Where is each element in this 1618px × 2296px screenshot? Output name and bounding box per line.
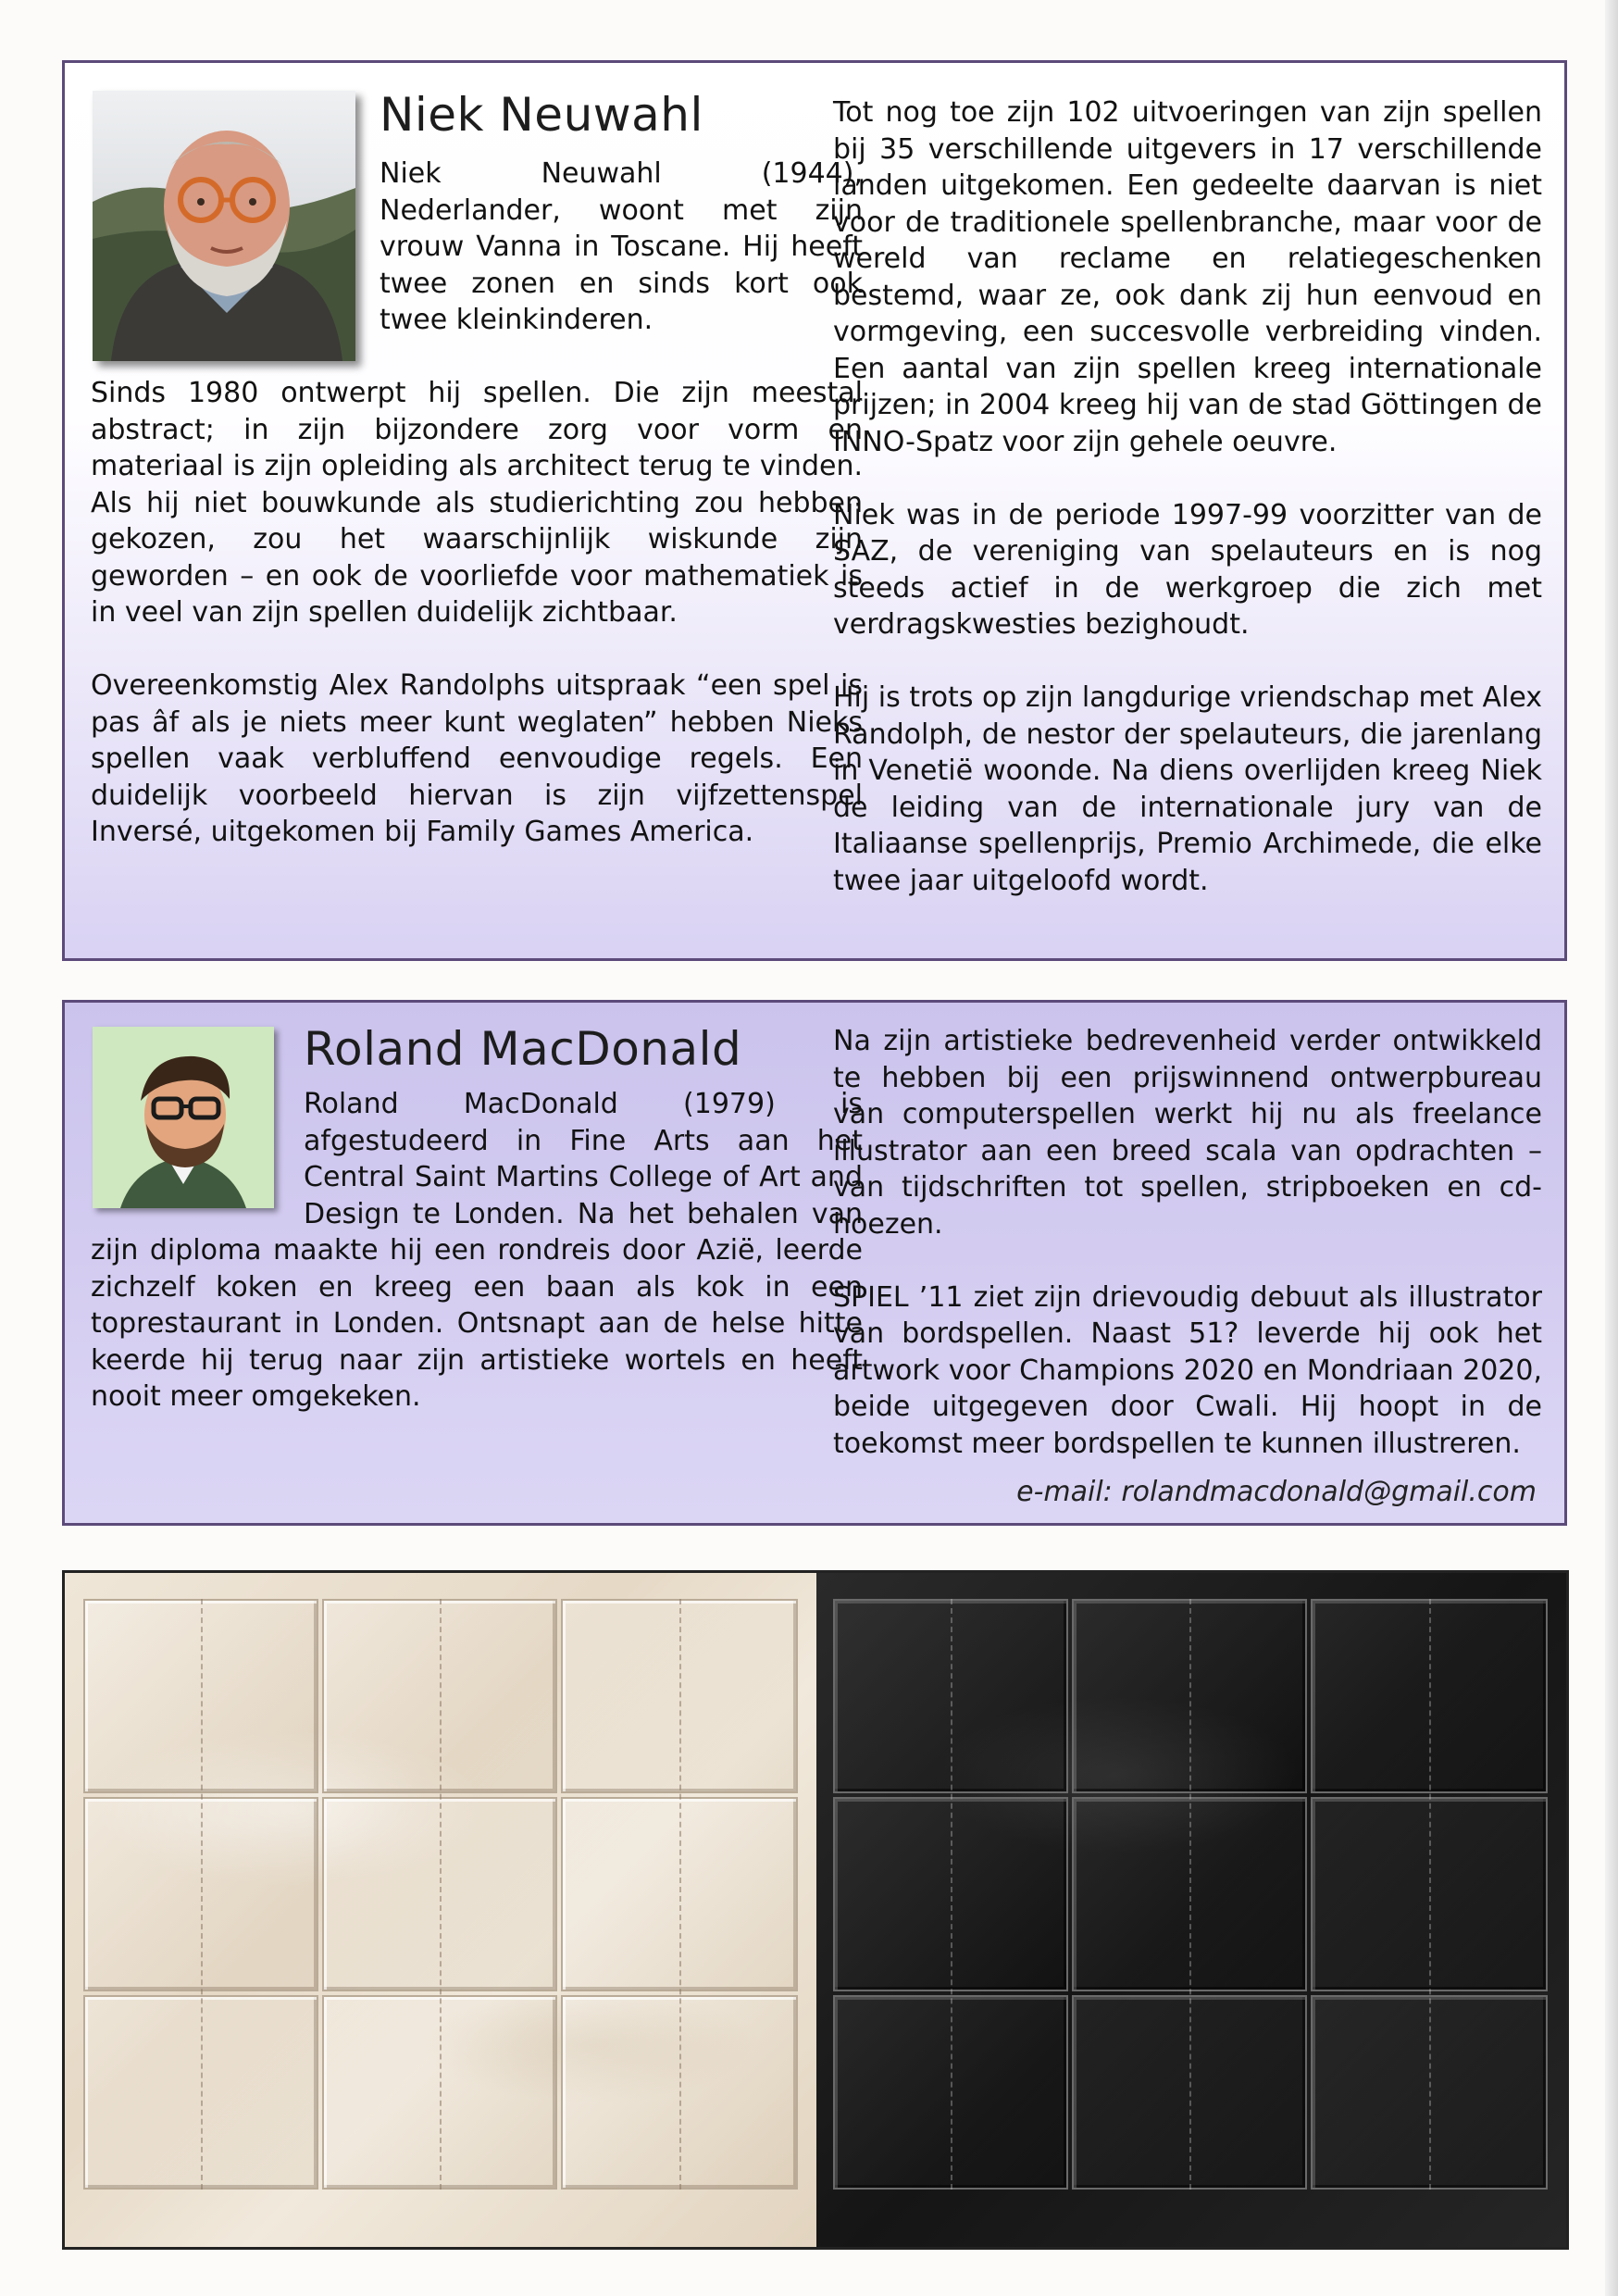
tile-sheets (62, 1570, 1569, 2250)
portrait-photo-icon (93, 91, 355, 361)
bio-panel-neuwahl (62, 60, 1567, 961)
neuwahl-right-column (833, 94, 1542, 899)
neuwahl-paragraph-3: Overeenkomstig Alex Randolphs uitspraak “een spel is pas âf als je niets meer kunt weglaten” hebben Nieks spellen vaak verbluffend eenvoudige regels. Een duidelijk voorbeeld hiervan is zijn vijfzettenspel Inversé, uitgekomen bij Family Games America. (91, 669, 863, 848)
page-edge (1605, 0, 1618, 2296)
neuwahl-paragraph-1: Niek Neuwahl (1944), Nederlander, woont met zijn vrouw Vanna in Toscane. Hij heeft twee zonen en sinds kort ook twee kleinkinderen. (380, 157, 863, 336)
cut-line (679, 1599, 681, 2190)
neuwahl-paragraph-6: Hij is trots op zijn langdurige vriendschap met Alex Randolph, de nestor der spelauteurs, die jarenlang in Venetië woonde. Na diens overlijden kreeg Niek de leiding van de internationale jury van de Italiaanse spellenprijs, Premio Archimede, die elke twee jaar uitgeloofd wordt. (833, 681, 1542, 897)
macdonald-email: e-mail: rolandmacdonald@gmail.com (1016, 1476, 1537, 1508)
neuwahl-paragraph-2: Sinds 1980 ontwerpt hij spellen. Die zijn meestal abstract; in zijn bijzondere zorg voor vorm en materiaal is zijn opleiding als architect terug te vinden. Als hij niet bouwkunde als studierichting zou hebben gekozen, zou het waarschijnlijk wiskunde zijn geworden – en ook de voorliefde voor mathematiek is in veel van zijn spellen duidelijk zichtbaar. (91, 377, 863, 629)
macdonald-portrait (93, 1027, 274, 1208)
macdonald-paragraph-3: SPIEL ’11 ziet zijn drievoudig debuut als illustrator van bordspellen. Naast 51? leverde hij ook het artwork voor Champions 2020 en Mondriaan 2020, beide uitgegeven door Cwali. Hij hoopt in de toekomst meer bordspellen te kunnen illustreren. (833, 1280, 1542, 1460)
light-marble-tile-sheet (65, 1573, 816, 2247)
avatar-illustration-icon (93, 1027, 274, 1208)
neuwahl-paragraph-5: Niek was in de periode 1997-99 voorzitter van de SAZ, de vereniging van spelauteurs en is nog steeds actief in de werkgroep die zich met verdragskwesties bezighoudt. (833, 498, 1542, 641)
macdonald-right-column (833, 1023, 1542, 1462)
macdonald-paragraph-2: Na zijn artistieke bedrevenheid verder ontwikkeld te hebben bij een prijswinnend ontwerpbureau van computerspellen werkt hij nu als freelance illustrator aan een breed scala van opdrachten – van tijdschriften tot spellen, stripboeken en cd-hoezen. (833, 1025, 1542, 1241)
neuwahl-name: Niek Neuwahl (380, 88, 703, 142)
neuwahl-portrait (93, 91, 355, 361)
neuwahl-paragraph-4: Tot nog toe zijn 102 uitvoeringen van zijn spellen bij 35 verschillende uitgevers in 17 verschillende landen uitgekomen. Een gedeelte daarvan is niet voor de traditionele spellenbranche, maar voor de wereld van reclame en relatiegeschenken bestemd, waar ze, ook dank zij hun eenvoud en vormgeving, een succesvolle verbreiding vinden. Een aantal van zijn spellen kreeg internationale prijzen; in 2004 kreeg hij van de stad Göttingen de INNO-Spatz voor zijn gehele oeuvre. (833, 96, 1542, 458)
neuwahl-left-column (91, 70, 863, 851)
bio-panel-macdonald (62, 1000, 1567, 1526)
macdonald-paragraph-1: Roland MacDonald (1979) is afgestudeerd in Fine Arts aan het Central Saint Martins College of Art and Design te Londen. Na het behalen van zijn diploma maakte hij een rondreis door Azië, leerde zichzelf koken en kreeg een baan als kok in een toprestaurant in Londen. Ontsnapt aan de helse hitte keerde hij terug naar zijn artistieke wortels en heeft nooit meer omgekeken. (91, 1088, 863, 1413)
macdonald-left-column (91, 1023, 863, 1416)
cut-line (201, 1599, 203, 2190)
cut-line (1189, 1599, 1191, 2190)
cut-line (440, 1599, 442, 2190)
cut-line (1429, 1599, 1431, 2190)
dark-marble-tile-sheet (816, 1573, 1566, 2247)
cut-line (951, 1599, 952, 2190)
macdonald-name: Roland MacDonald (304, 1022, 742, 1076)
